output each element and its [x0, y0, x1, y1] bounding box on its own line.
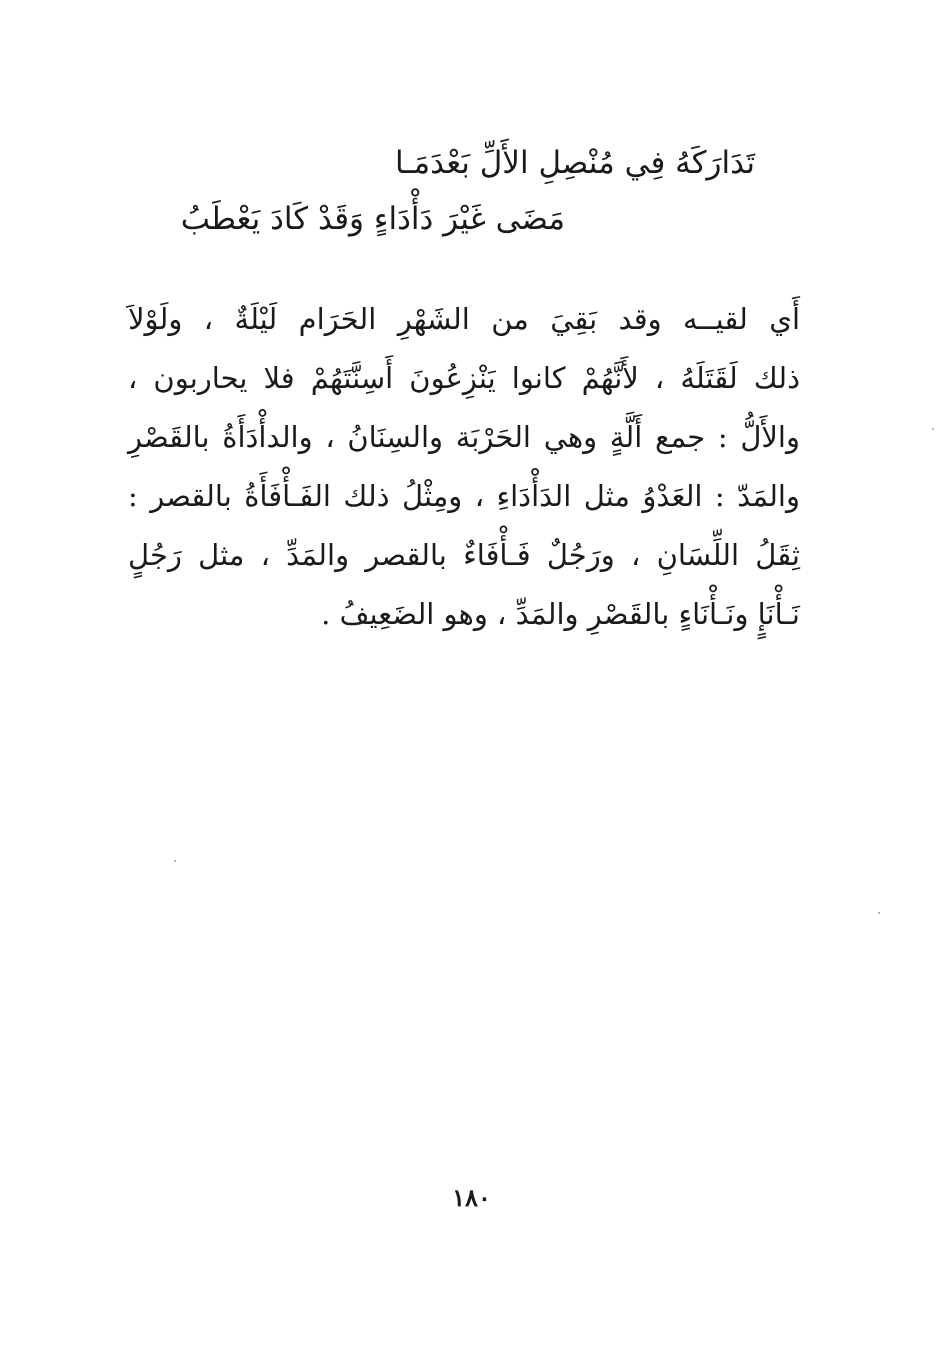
- scan-speck: [932, 428, 934, 430]
- commentary-line: ذلك لَقَتَلَهُ ، لأَنَّهُمْ كانوا يَنْزِعُونَ أَسِنَّتَهُمْ فلا يحاربون ،: [128, 361, 800, 395]
- commentary-line: أَي لقيــه وقد بَقِيَ من الشَهْرِ الحَرَام لَيْلَةٌ ، ولَوْلاَ: [128, 302, 800, 336]
- commentary-line: والمَدّ : العَدْوُ مثل الدَأْدَاءِ ، ومِثْلُ ذلك الفَـأْفَأَةُ بالقصر :: [128, 479, 800, 513]
- scan-speck: [878, 912, 880, 914]
- commentary-line: نَـأْنَإٍ ونَـأْنَاءٍ بالقَصْرِ والمَدِّ ، وهو الضَعِيفُ .: [321, 597, 800, 631]
- page-number: ١٨٠: [452, 1183, 491, 1212]
- scan-speck: [174, 860, 176, 862]
- poem-verse-second-hemistich: مَضَى غَيْرَ دَأْدَاءٍ وَقَدْ كَادَ يَعْطَبُ: [180, 201, 565, 237]
- poem-verse-first-hemistich: تَدَارَكَهُ فِي مُنْصِلِ الأَلِّ بَعْدَمَـا: [394, 145, 755, 181]
- commentary-paragraph: [128, 290, 800, 644]
- commentary-line: ثِقَلُ اللِّسَانِ ، ورَجُلٌ فَـأْفَاءٌ بالقصر والمَدِّ ، مثل رَجُلٍ: [128, 538, 800, 572]
- commentary-line: والأَلُّ : جمع أَلَّةٍ وهي الحَرْبَة والسِنَانُ ، والدأْدَأَةُ بالقَصْرِ: [128, 420, 800, 454]
